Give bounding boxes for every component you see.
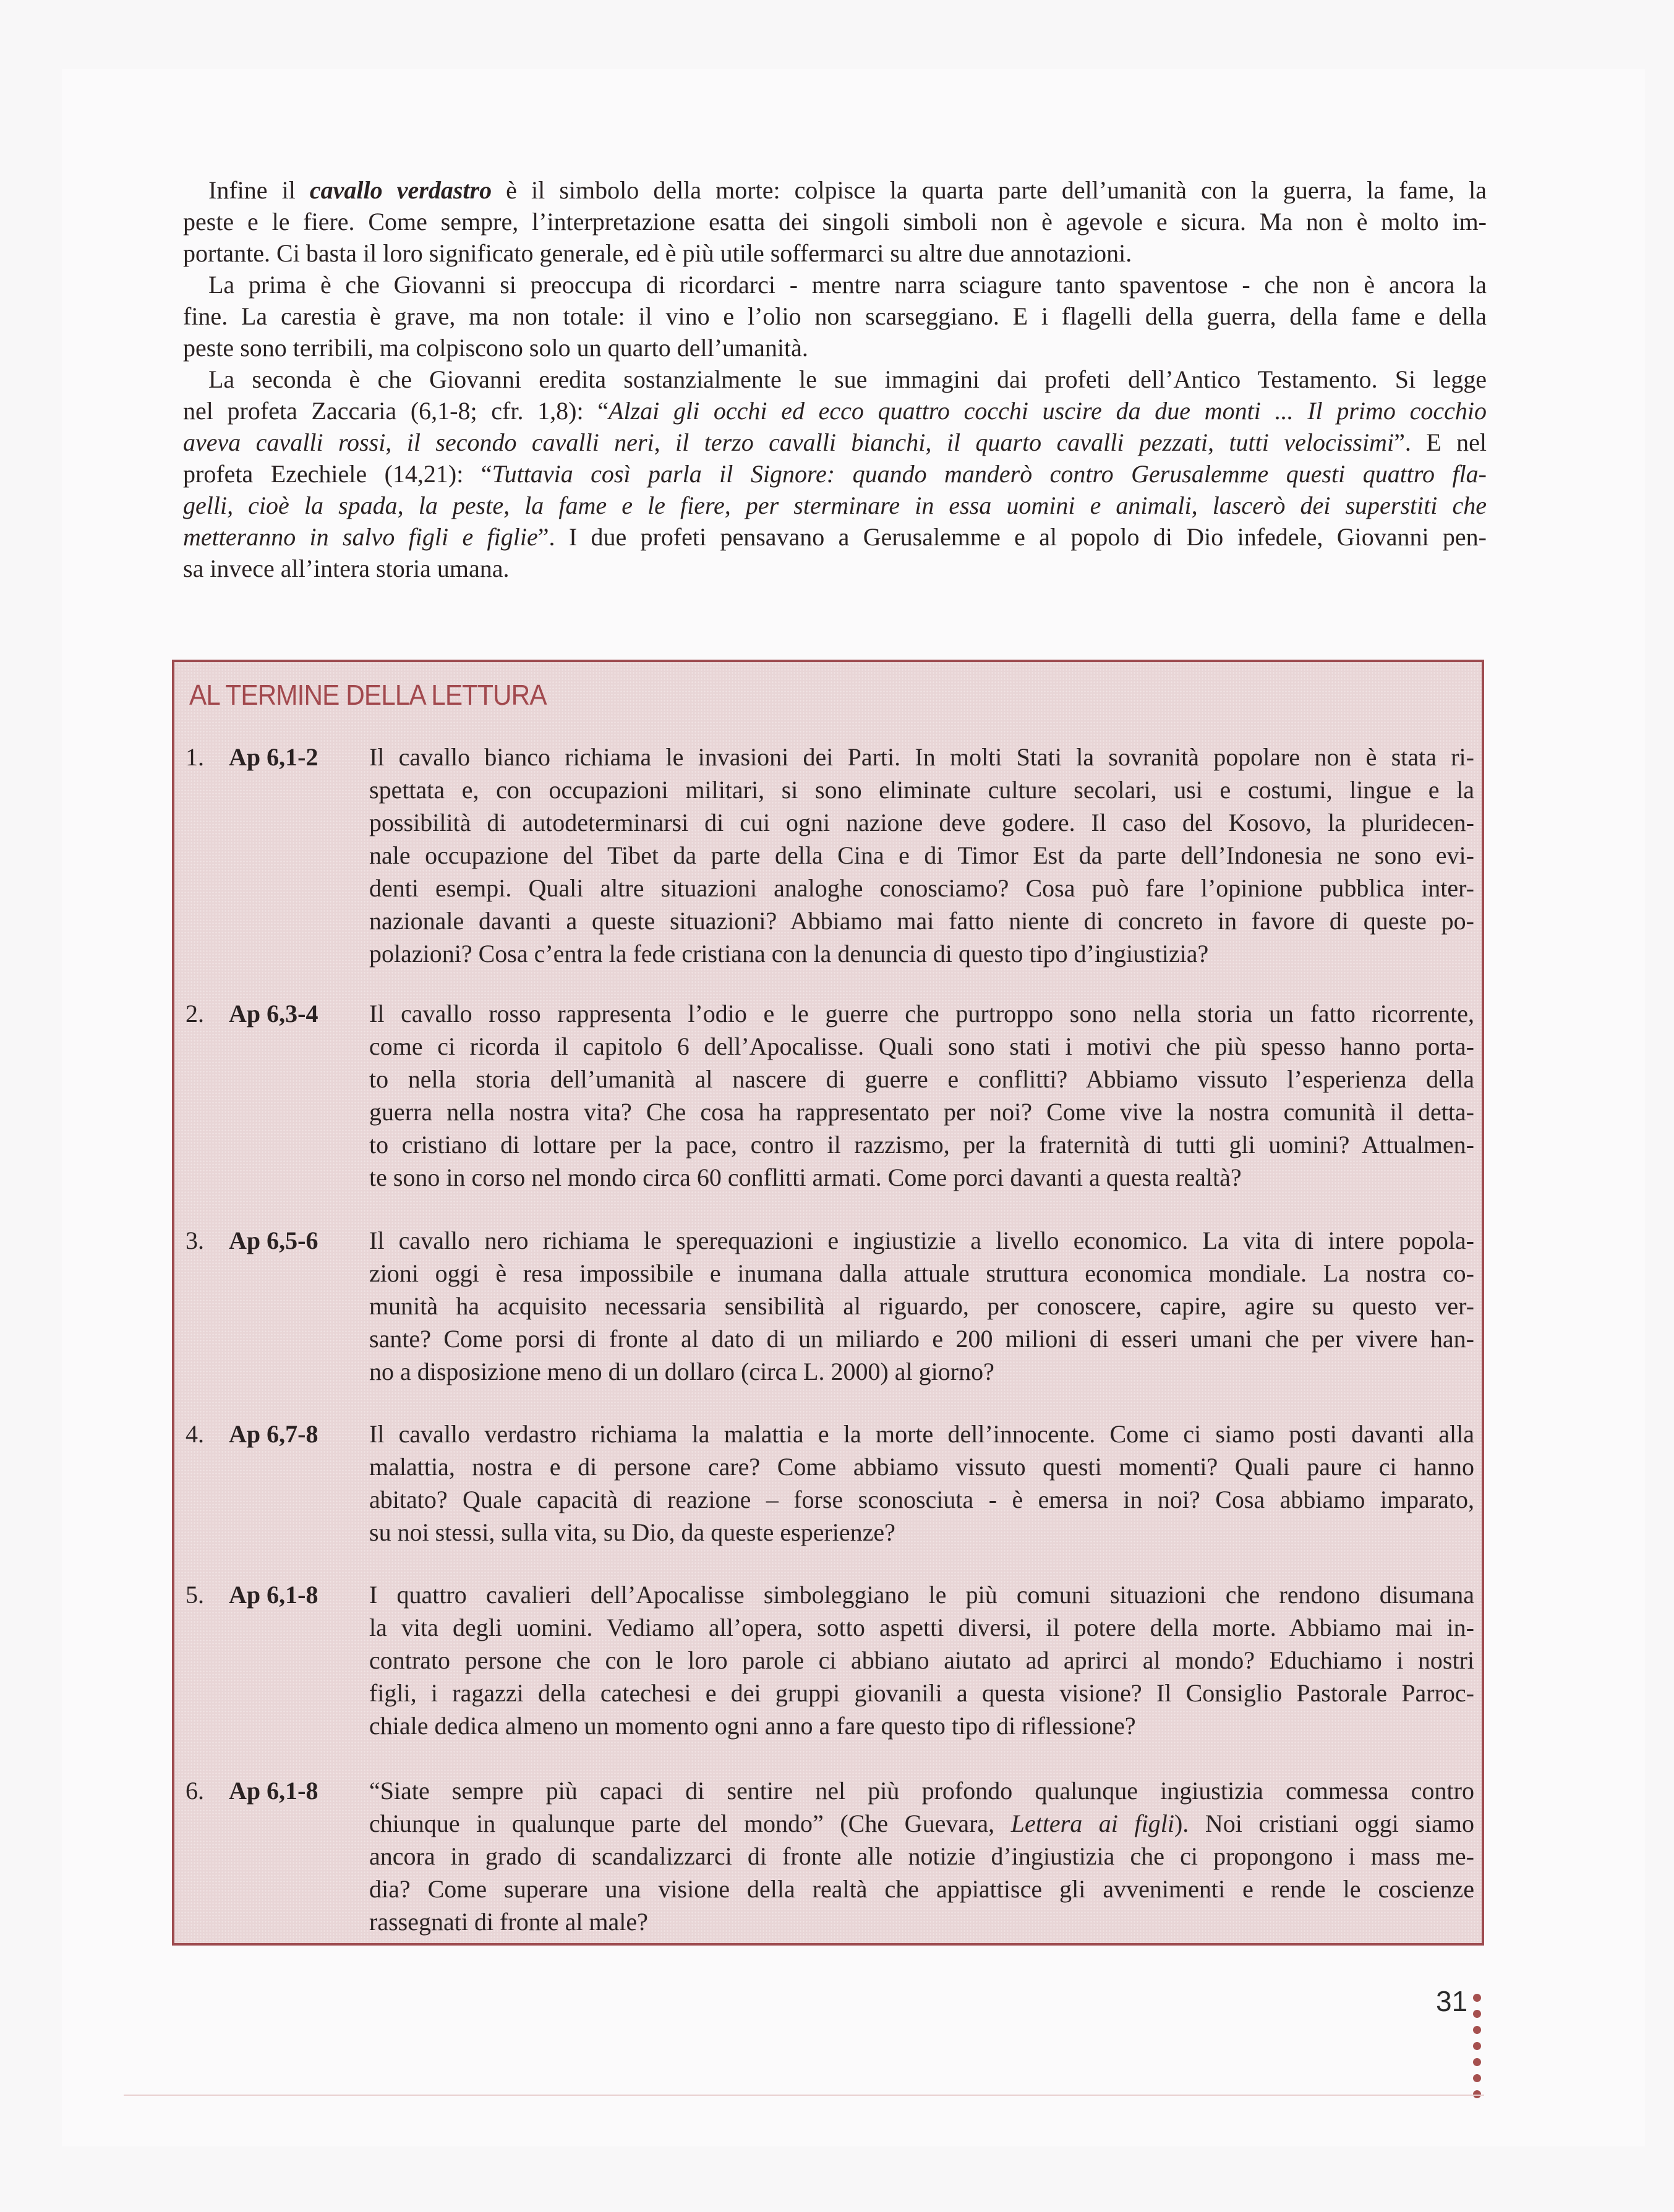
text-line <box>369 1873 1474 1905</box>
text-segment: su noi stessi, sulla vita, su Dio, da queste esperienze? <box>369 1518 895 1546</box>
text-line <box>369 1030 1474 1063</box>
bible-reference: Ap 6,1-2 <box>229 743 318 771</box>
text-line <box>369 773 1474 806</box>
text-segment: peste e le fiere. Come sempre, l’interpretazione esatta dei singoli simboli non è agevole e sicura. Ma non è molto im- <box>183 208 1487 236</box>
text-line <box>369 1483 1474 1516</box>
bible-reference: Ap 6,1-8 <box>229 1581 318 1609</box>
text-segment: chiale dedica almeno un momento ogni anno a fare questo tipo di riflessione? <box>369 1712 1136 1740</box>
text-line <box>369 1516 1474 1549</box>
text-line <box>183 427 1487 458</box>
italic-segment: aveva cavalli rossi, il secondo cavalli neri, il terzo cavalli bianchi, il quarto cavalli pezzati, tutti velocissimi <box>183 428 1394 456</box>
bible-reference: Ap 6,3-4 <box>229 1000 318 1027</box>
text-line <box>369 1905 1474 1938</box>
text-segment: munità ha acquisito necessaria sensibilità al riguardo, per conoscere, capire, agire su questo ver- <box>369 1292 1474 1320</box>
item-number: 6. <box>186 1777 204 1805</box>
item-text <box>369 1578 1474 1742</box>
text-segment: to nella storia dell’umanità al nascere di guerre e conflitti? Abbiamo vissuto l’esperienza della <box>369 1065 1474 1093</box>
footer-rule <box>124 2095 1484 2096</box>
text-segment: è il simbolo della morte: colpisce la quarta parte dell’umanità con la guerra, la fame, la <box>492 176 1487 204</box>
text-line <box>369 1290 1474 1322</box>
text-segment: sante? Come porsi di fronte al dato di un miliardo e 200 milioni di esseri umani che per vivere han- <box>369 1325 1474 1353</box>
text-line <box>183 521 1487 553</box>
item-number: 1. <box>186 743 204 771</box>
item-text <box>369 1224 1474 1388</box>
italic-segment: Alzai gli occhi ed ecco quattro cocchi uscire da due monti ... Il primo cocchio <box>609 397 1487 425</box>
text-segment: figli, i ragazzi della catechesi e dei gruppi giovanili a questa visione? Il Consiglio Pastorale Parroc- <box>369 1679 1474 1707</box>
paragraph <box>183 364 1487 584</box>
text-segment: la vita degli uomini. Vediamo all’opera, sotto aspetti diversi, il potere della morte. Abbiamo mai in- <box>369 1614 1474 1641</box>
text-line <box>183 300 1487 332</box>
text-line <box>369 1644 1474 1677</box>
text-segment: abitato? Quale capacità di reazione – forse sconosciuta - è emersa in noi? Cosa abbiamo imparato, <box>369 1486 1474 1513</box>
text-segment: contrato persone che con le loro parole ci abbiano aiutato ad aprirci al mondo? Educhiamo i nostri <box>369 1646 1474 1674</box>
text-segment: guerra nella nostra vita? Che cosa ha rappresentato per noi? Come vive la nostra comunità il detta- <box>369 1098 1474 1126</box>
text-segment: Infine il <box>208 176 310 204</box>
text-line <box>183 458 1487 490</box>
text-segment: peste sono terribili, ma colpiscono solo un quarto dell’umanità. <box>183 334 808 362</box>
item-text <box>369 1418 1474 1549</box>
text-segment: come ci ricorda il capitolo 6 dell’Apocalisse. Quali sono stati i motivi che più spesso hanno porta- <box>369 1032 1474 1060</box>
text-line <box>183 237 1487 269</box>
item-number: 2. <box>186 1000 204 1027</box>
text-line <box>183 332 1487 364</box>
italic-segment: Lettera ai figli <box>1010 1810 1174 1837</box>
item-text <box>369 741 1474 970</box>
text-segment: dia? Come superare una visione della realtà che appiattisce gli avvenimenti e rende le coscienze <box>369 1875 1474 1903</box>
text-segment: ancora in grado di scandalizzarci di fronte alle notizie d’ingiustizia che ci propongono i mass me- <box>369 1842 1474 1870</box>
italic-segment: Tuttavia così parla il Signore: quando manderò contro Gerusalemme questi quattro fla- <box>492 460 1487 488</box>
text-line <box>369 806 1474 839</box>
text-segment: nel profeta Zaccaria (6,1-8; cfr. 1,8): “ <box>183 397 609 425</box>
text-segment: ”. I due profeti pensavano a Gerusalemme e al popolo di Dio infedele, Giovanni pen- <box>537 523 1487 551</box>
decorative-dots <box>1473 1994 1482 2106</box>
bible-reference: Ap 6,1-8 <box>229 1777 318 1805</box>
text-line <box>369 1840 1474 1873</box>
paragraph <box>183 269 1487 364</box>
text-line <box>369 1709 1474 1742</box>
text-segment: possibilità di autodeterminarsi di cui ogni nazione deve godere. Il caso del Kosovo, la pluridecen- <box>369 809 1474 836</box>
item-number: 3. <box>186 1227 204 1254</box>
text-line <box>369 1322 1474 1355</box>
text-line <box>369 839 1474 872</box>
text-segment: Il cavallo rosso rappresenta l’odio e le guerre che purtroppo sono nella storia un fatto ricorrente, <box>369 1000 1474 1027</box>
text-segment: La prima è che Giovanni si preoccupa di ricordarci - mentre narra sciagure tanto spaventose - che non è ancora la <box>208 271 1487 299</box>
text-segment: to cristiano di lottare per la pace, contro il razzismo, per la fraternità di tutti gli uomini? Attualmen- <box>369 1131 1474 1159</box>
text-line <box>369 904 1474 937</box>
text-segment: sa invece all’intera storia umana. <box>183 555 510 582</box>
text-segment: no a disposizione meno di un dollaro (circa L. 2000) al giorno? <box>369 1358 994 1385</box>
text-segment: nale occupazione del Tibet da parte della Cina e di Timor Est da parte dell’Indonesia ne sono evi- <box>369 841 1474 869</box>
text-line <box>369 1257 1474 1290</box>
text-line <box>369 1355 1474 1388</box>
text-line <box>369 1578 1474 1611</box>
text-segment: “Siate sempre più capaci di sentire nel più profondo qualunque ingiustizia commessa contro <box>369 1777 1474 1805</box>
text-line <box>183 395 1487 427</box>
text-segment: I quattro cavalieri dell’Apocalisse simboleggiano le più comuni situazioni che rendono disumana <box>369 1581 1474 1609</box>
text-line <box>183 553 1487 584</box>
text-segment: Il cavallo nero richiama le sperequazioni e ingiustizie a livello economico. La vita di intere popola- <box>369 1227 1474 1254</box>
text-line <box>183 206 1487 237</box>
text-line <box>183 174 1487 206</box>
box-title: AL TERMINE DELLA LETTURA <box>189 679 547 711</box>
text-segment: polazioni? Cosa c’entra la fede cristiana con la denuncia di questo tipo d’ingiustizia? <box>369 940 1209 968</box>
intro-text <box>183 174 1487 584</box>
text-line <box>183 364 1487 395</box>
text-segment: ). Noi cristiani oggi siamo <box>1174 1810 1474 1837</box>
text-line <box>369 1677 1474 1709</box>
text-segment: te sono in corso nel mondo circa 60 conflitti armati. Come porci davanti a questa realtà? <box>369 1163 1242 1191</box>
bible-reference: Ap 6,5-6 <box>229 1227 318 1254</box>
text-line <box>369 1774 1474 1807</box>
text-line <box>369 872 1474 904</box>
item-number: 4. <box>186 1420 204 1448</box>
text-line <box>369 1224 1474 1257</box>
italic-segment: cavallo verdastro <box>309 176 492 204</box>
text-line <box>183 269 1487 300</box>
reading-questions-box <box>172 660 1484 1946</box>
text-line <box>369 1128 1474 1161</box>
paragraph <box>183 174 1487 269</box>
text-line <box>369 937 1474 970</box>
text-line <box>369 1418 1474 1450</box>
text-segment: spettata e, con occupazioni militari, si sono eliminate culture secolari, usi e costumi, lingue e la <box>369 776 1474 804</box>
text-line <box>369 1807 1474 1840</box>
text-segment: nazionale davanti a queste situazioni? Abbiamo mai fatto niente di concreto in favore di queste po- <box>369 907 1474 935</box>
text-segment: profeta Ezechiele (14,21): “ <box>183 460 492 488</box>
text-line <box>369 1450 1474 1483</box>
text-segment: rassegnati di fronte al male? <box>369 1908 648 1936</box>
text-line <box>369 741 1474 773</box>
text-segment: Il cavallo bianco richiama le invasioni dei Parti. In molti Stati la sovranità popolare non è stata ri- <box>369 743 1474 771</box>
text-line <box>369 997 1474 1030</box>
text-segment: chiunque in qualunque parte del mondo” (Che Guevara, <box>369 1810 1011 1837</box>
bible-reference: Ap 6,7-8 <box>229 1420 318 1448</box>
text-segment: malattia, nostra e di persone care? Come abbiamo vissuto questi momenti? Quali paure ci hanno <box>369 1453 1474 1481</box>
text-segment: ”. E nel <box>1394 428 1487 456</box>
page-number: 31 <box>1436 1985 1468 2017</box>
item-text <box>369 1774 1474 1938</box>
text-segment: zioni oggi è resa impossibile e inumana dalla attuale struttura economica mondiale. La nostra co- <box>369 1259 1474 1287</box>
text-line <box>369 1611 1474 1644</box>
italic-segment: gelli, cioè la spada, la peste, la fame e le fiere, per sterminare in essa uomini e animali, lascerò dei superstiti che <box>183 491 1487 519</box>
italic-segment: metteranno in salvo figli e figlie <box>183 523 538 551</box>
text-segment: fine. La carestia è grave, ma non totale: il vino e l’olio non scarseggiano. E i flagelli della guerra, della fame e della <box>183 302 1487 330</box>
text-line <box>369 1095 1474 1128</box>
text-line <box>183 490 1487 521</box>
item-text <box>369 997 1474 1194</box>
item-number: 5. <box>186 1581 204 1609</box>
text-segment: Il cavallo verdastro richiama la malattia e la morte dell’innocente. Come ci siamo posti davanti alla <box>369 1420 1474 1448</box>
text-segment: portante. Ci basta il loro significato generale, ed è più utile soffermarci su altre due annotazioni. <box>183 239 1132 267</box>
text-line <box>369 1063 1474 1095</box>
text-segment: La seconda è che Giovanni eredita sostanzialmente le sue immagini dai profeti dell’Antico Testamento. Si legge <box>208 365 1487 393</box>
text-line <box>369 1161 1474 1194</box>
text-segment: denti esempi. Quali altre situazioni analoghe conosciamo? Cosa può fare l’opinione pubblica inter- <box>369 874 1474 902</box>
